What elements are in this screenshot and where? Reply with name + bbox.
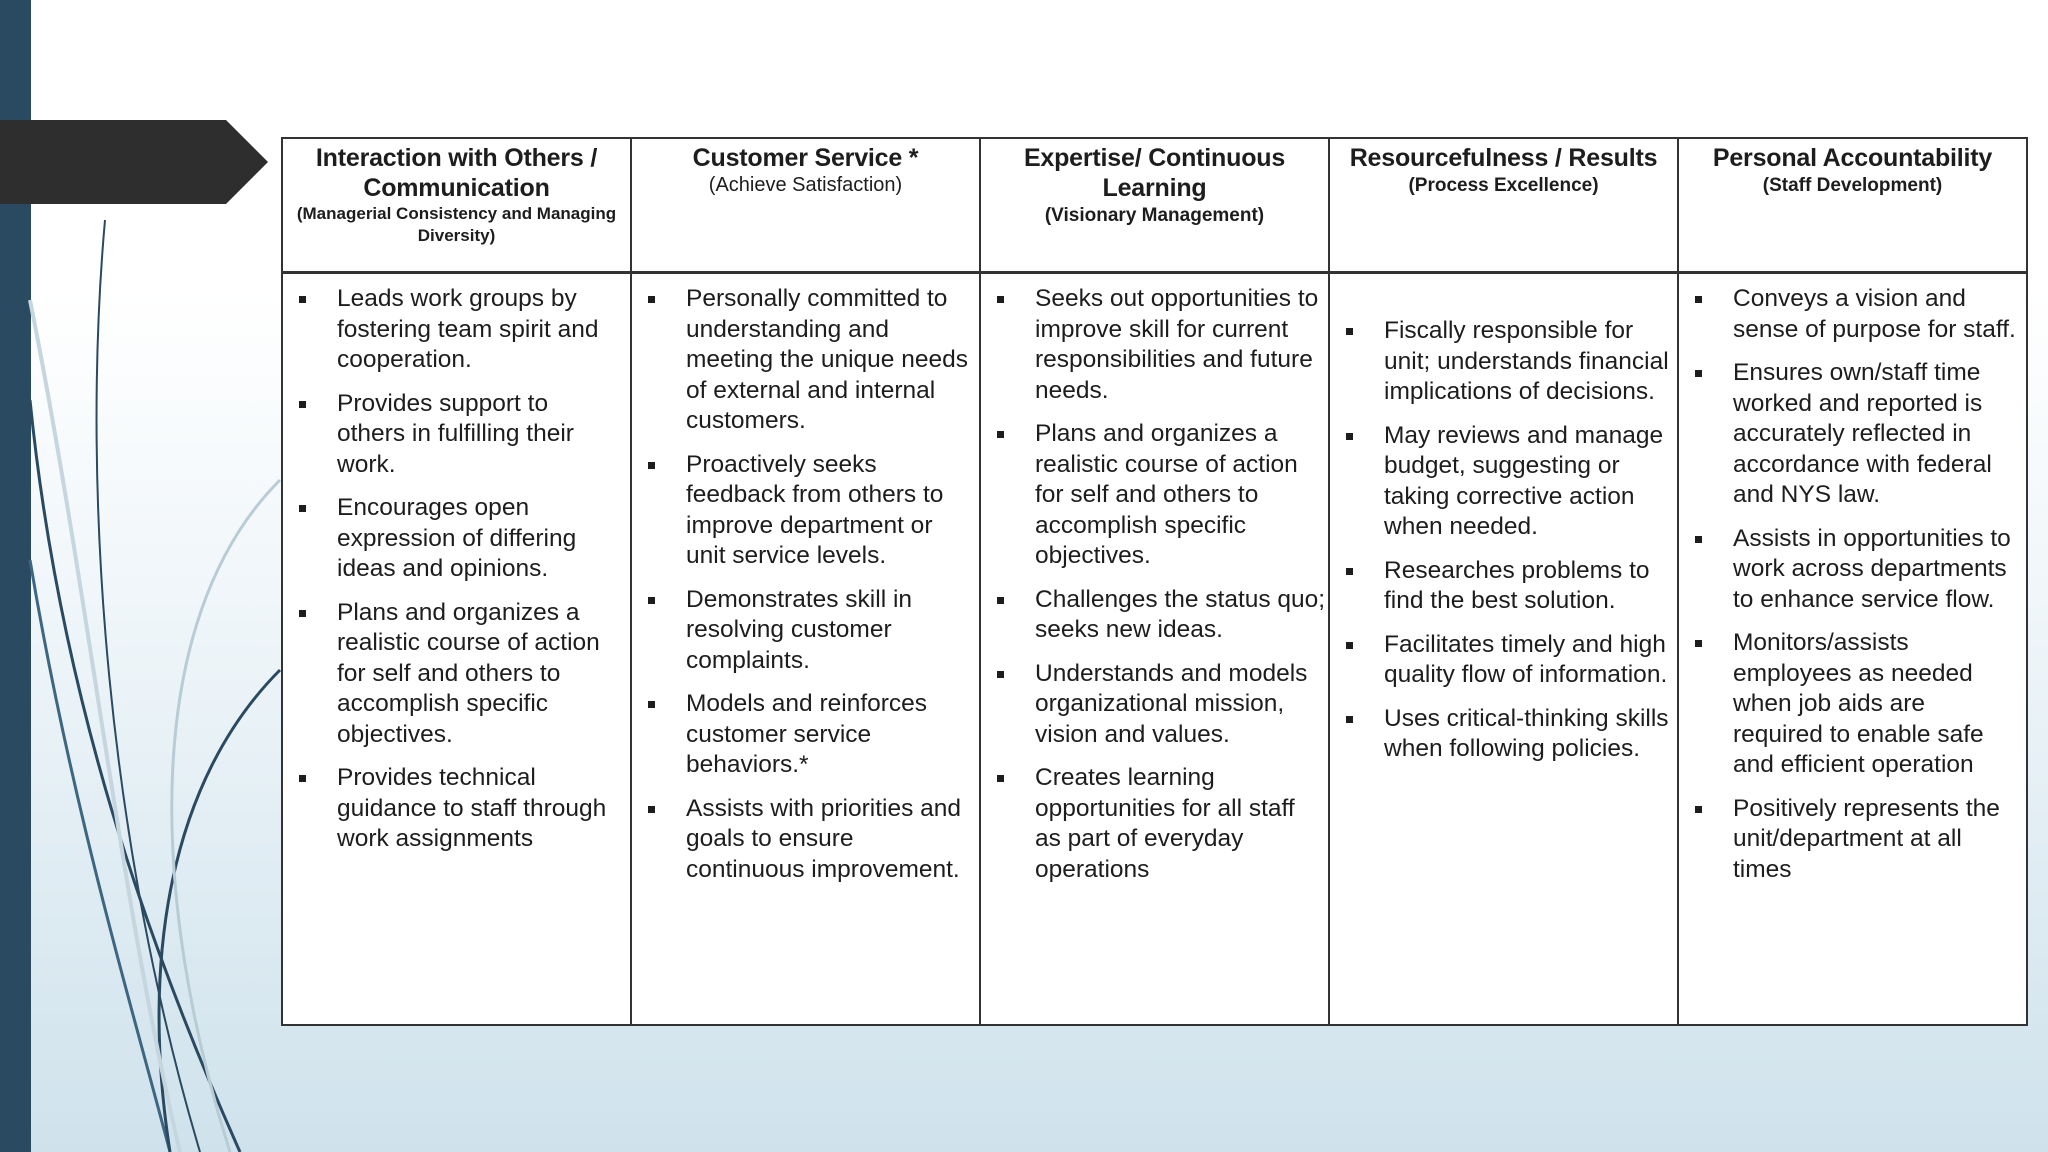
table-body-row: [282, 273, 2027, 1026]
list-item: Understands and models organizational mission, vision and values.: [989, 659, 1326, 751]
bullet-list: [989, 284, 1326, 885]
column-title: Customer Service *: [692, 144, 919, 172]
title-arrow-shape: [0, 120, 268, 204]
table-header-row: [282, 138, 2027, 273]
bullet-list: [1687, 284, 2018, 885]
column-cell: [1678, 273, 2027, 1026]
column-header: [1678, 138, 2027, 273]
column-subtitle: (Managerial Consistency and Managing Diversity): [296, 204, 617, 245]
list-item: Leads work groups by fostering team spirit and cooperation.: [291, 284, 622, 376]
list-item: Demonstrates skill in resolving customer complaints.: [640, 585, 971, 677]
list-item: Challenges the status quo; seeks new ideas.: [989, 585, 1326, 646]
list-item: Provides support to others in fulfilling their work.: [291, 389, 622, 481]
column-cell: [1329, 273, 1678, 1026]
column-header: [1329, 138, 1678, 273]
list-item: Researches problems to find the best solution.: [1338, 556, 1669, 617]
column-title: Resourcefulness / Results: [1349, 144, 1658, 172]
list-item: Encourages open expression of differing ideas and opinions.: [291, 493, 622, 585]
list-item: Assists with priorities and goals to ensure continuous improvement.: [640, 794, 971, 886]
column-cell: [980, 273, 1329, 1026]
list-item: Personally committed to understanding and meeting the unique needs of external and internal customers.: [640, 284, 971, 437]
column-header: [282, 138, 631, 273]
bullet-list: [291, 284, 622, 855]
column-cell: [282, 273, 631, 1026]
column-header: [980, 138, 1329, 273]
column-title: Expertise/ Continuous Learning: [1023, 144, 1286, 202]
column-subtitle: (Achieve Satisfaction): [708, 174, 903, 196]
list-item: Seeks out opportunities to improve skill for current responsibilities and future needs.: [989, 284, 1326, 406]
list-item: Creates learning opportunities for all staff as part of everyday operations: [989, 763, 1326, 885]
list-item: May reviews and manage budget, suggesting or taking corrective action when needed.: [1338, 421, 1669, 543]
column-title: Interaction with Others / Communication: [315, 144, 598, 202]
column-header: [631, 138, 980, 273]
list-item: Positively represents the unit/department at all times: [1687, 794, 2018, 886]
column-title: Personal Accountability: [1712, 144, 1993, 172]
list-item: Facilitates timely and high quality flow of information.: [1338, 630, 1669, 691]
column-subtitle: (Process Excellence): [1408, 175, 1599, 196]
list-item: Conveys a vision and sense of purpose for staff.: [1687, 284, 2018, 345]
list-item: Assists in opportunities to work across departments to enhance service flow.: [1687, 524, 2018, 616]
list-item: Plans and organizes a realistic course of action for self and others to accomplish specific objectives.: [291, 598, 622, 751]
column-subtitle: (Visionary Management): [1044, 205, 1265, 226]
list-item: Ensures own/staff time worked and reported is accurately reflected in accordance with federal and NYS law.: [1687, 358, 2018, 511]
list-item: Plans and organizes a realistic course of action for self and others to accomplish specific objectives.: [989, 419, 1326, 572]
column-subtitle: (Staff Development): [1762, 175, 1943, 196]
competency-table: [281, 137, 2028, 1026]
list-item: Monitors/assists employees as needed when job aids are required to enable safe and efficient operation: [1687, 628, 2018, 781]
list-item: Models and reinforces customer service behaviors.*: [640, 689, 971, 781]
list-item: Provides technical guidance to staff through work assignments: [291, 763, 622, 855]
column-cell: [631, 273, 980, 1026]
list-item: Fiscally responsible for unit; understands financial implications of decisions.: [1338, 316, 1669, 408]
list-item: Uses critical-thinking skills when following policies.: [1338, 704, 1669, 765]
bullet-list: [1338, 316, 1669, 765]
list-item: Proactively seeks feedback from others to improve department or unit service levels.: [640, 450, 971, 572]
bullet-list: [640, 284, 971, 885]
